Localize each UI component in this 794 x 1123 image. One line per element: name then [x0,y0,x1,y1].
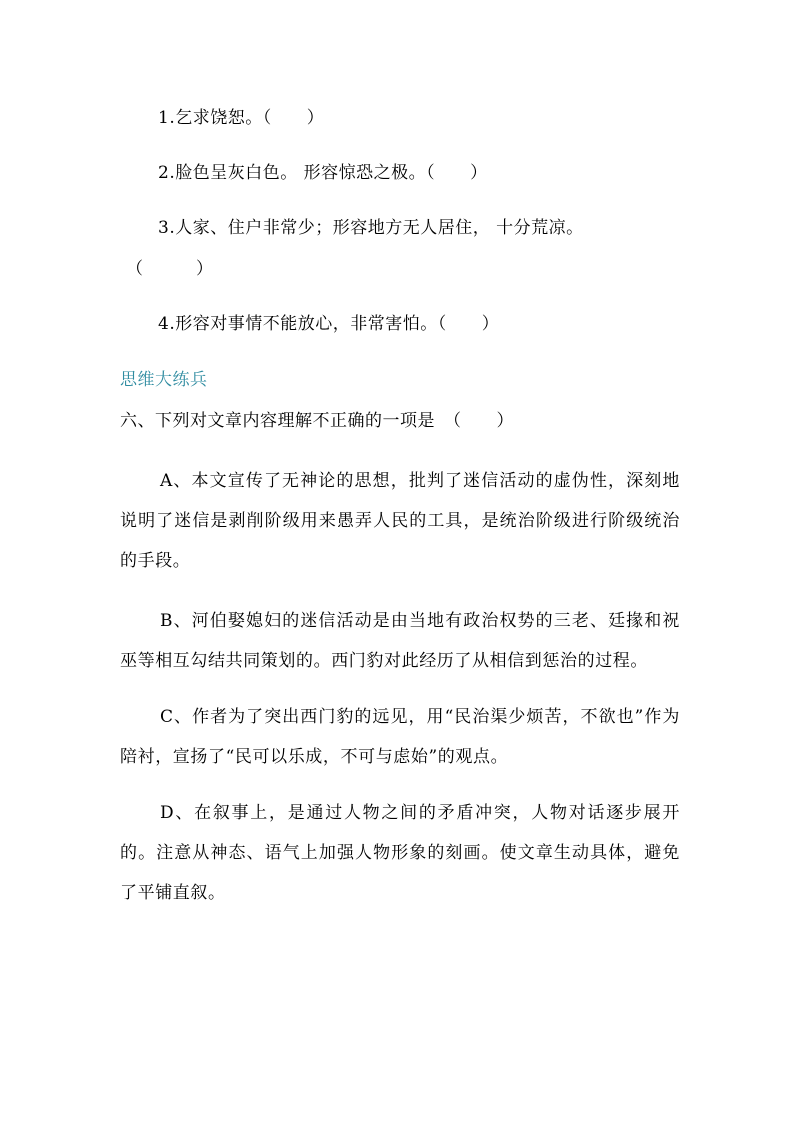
exercise-item-3: 3.人家、住户非常少；形容地方无人居住， 十分荒凉。 [158,218,584,238]
exercise-item-3-answer-blank: （ ） [126,259,214,279]
option-d: D、在叙事上，是通过人物之间的矛盾冲突，人物对话逐步展开的。注意从神态、语气上加强人物形象的刻画。使文章生动具体，避免了平铺直叙。 [120,803,680,903]
exercise-item-2: 2.脸色呈灰白色。 形容惊恐之极。（ ） [158,163,488,183]
option-a: A、本文宣传了无神论的思想，批判了迷信活动的虚伪性，深刻地说明了迷信是剥削阶级用来愚弄人民的工具，是统治阶级进行阶级统治的手段。 [120,471,680,571]
exercise-item-1: 1.乞求饶恕。（ ） [158,108,325,128]
option-c: C、作者为了突出西门豹的远见，用“民治渠少烦苦，不欲也”作为陪衬，宣扬了“民可以乐成，不可与虑始”的观点。 [120,707,680,767]
question-prompt: 六、下列对文章内容理解不正确的一项是 （ ） [120,411,514,431]
exercise-item-4: 4.形容对事情不能放心，非常害怕。（ ） [158,314,500,334]
option-b: B、河伯娶媳妇的迷信活动是由当地有政治权势的三老、廷掾和祝巫等相互勾结共同策划的。西门豹对此经历了从相信到惩治的过程。 [120,611,680,671]
section-heading: 思维大练兵 [120,370,208,390]
